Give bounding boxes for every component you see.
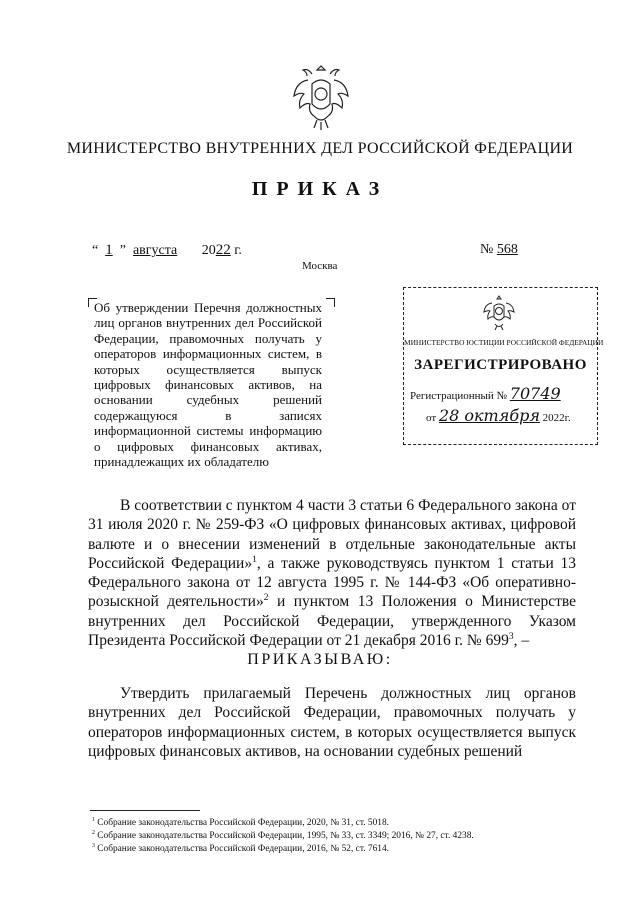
footnote-item: $^3$ Собрание законодательства Российской Федерации, 2016, № 52, ст. 7614. (92, 842, 390, 854)
footnote-item: $^2$ Собрание законодательства Российской Федерации, 1995, № 33, ст. 3349; 2016, № 27, ст. 4238. (92, 829, 474, 841)
order-number: № 568 (480, 242, 518, 257)
subject-bracket-right (326, 298, 335, 307)
stamp-ministry: МИНИСТЕРСТВО ЮСТИЦИИ РОССИЙСКОЙ ФЕДЕРАЦИИ (404, 338, 604, 347)
footnote-item: $^1$ Собрание законодательства Российской Федерации, 2020, № 31, ст. 5018. (92, 816, 390, 828)
preamble-paragraph: В соответствии с пунктом 4 части 3 статьи 6 Федерального закона от 31 июля 2020 г. № 259-ФЗ «О цифровых финансовых активах, цифровой валюте и о внесении изменений в отдельные законодательные акты Российской Федерации»$^1$, а также руководствуясь пунктом 1 статьи 13 Федерального закона от 12 августа 1995 г. № 144-ФЗ «Об оперативно-розыскной деятельности»$^2$ и пунктом 13 Положения о Министерстве внутренних дел Российской Федерации, утвержденного Указом Президента Российской Федерации от 21 декабря 2016 г. № $699^3$, – (88, 497, 577, 650)
order-subject: Об утверждении Перечня должностных лиц органов внутренних дел Российской Федерации, правомочных получать у операторов информационных систем, в которых осуществляется выпуск цифровых финансовых активов, на основании судебных решений содержащуюся в записях информационной системы информацию о цифровых финансовых активах, принадлежащих их обладателю (94, 300, 322, 470)
ministry-title: МИНИСТЕРСТВО ВНУТРЕННИХ ДЕЛ РОССИЙСКОЙ ФЕДЕРАЦИИ (66, 140, 574, 157)
order-paragraph: Утвердить прилагаемый Перечень должностных лиц органов внутренних дел Российской Федерации, правомочных получать у операторов информационных систем, в которых осуществляется выпуск цифровых финансовых активов, на основании судебных решений (88, 685, 576, 760)
stamp-date: от 28 октября 2022г. (426, 406, 571, 425)
order-number-value: 568 (496, 242, 518, 257)
footnote-divider (90, 810, 200, 811)
order-date-year: 22 (215, 242, 231, 258)
stamp-emblem-icon (482, 294, 516, 332)
city-label: Москва (302, 260, 338, 272)
order-date-day: 1 (105, 242, 113, 258)
order-word: ПРИКАЗЫВАЮ: (247, 651, 393, 668)
coat-of-arms-icon (290, 62, 352, 132)
order-date-month: августа (132, 243, 178, 258)
order-date-year-prefix: 20 (201, 243, 216, 258)
footnote-ref-1: 1 (252, 553, 257, 565)
footnotes (92, 817, 474, 856)
stamp-reg-number-value: 70749 (509, 384, 561, 403)
registration-stamp (403, 287, 604, 445)
footnote-ref-2: 2 (263, 592, 269, 604)
footnote-ref-3: 3 (508, 630, 514, 642)
stamp-status: ЗАРЕГИСТРИРОВАНО (414, 357, 587, 373)
order-date: “ 1 ” августа 2022 г. (92, 242, 242, 258)
stamp-reg-number: Регистрационный № 70749 (410, 384, 561, 403)
stamp-date-value: 28 октября (438, 406, 540, 425)
document-type-title: ПРИКАЗ (251, 178, 389, 200)
